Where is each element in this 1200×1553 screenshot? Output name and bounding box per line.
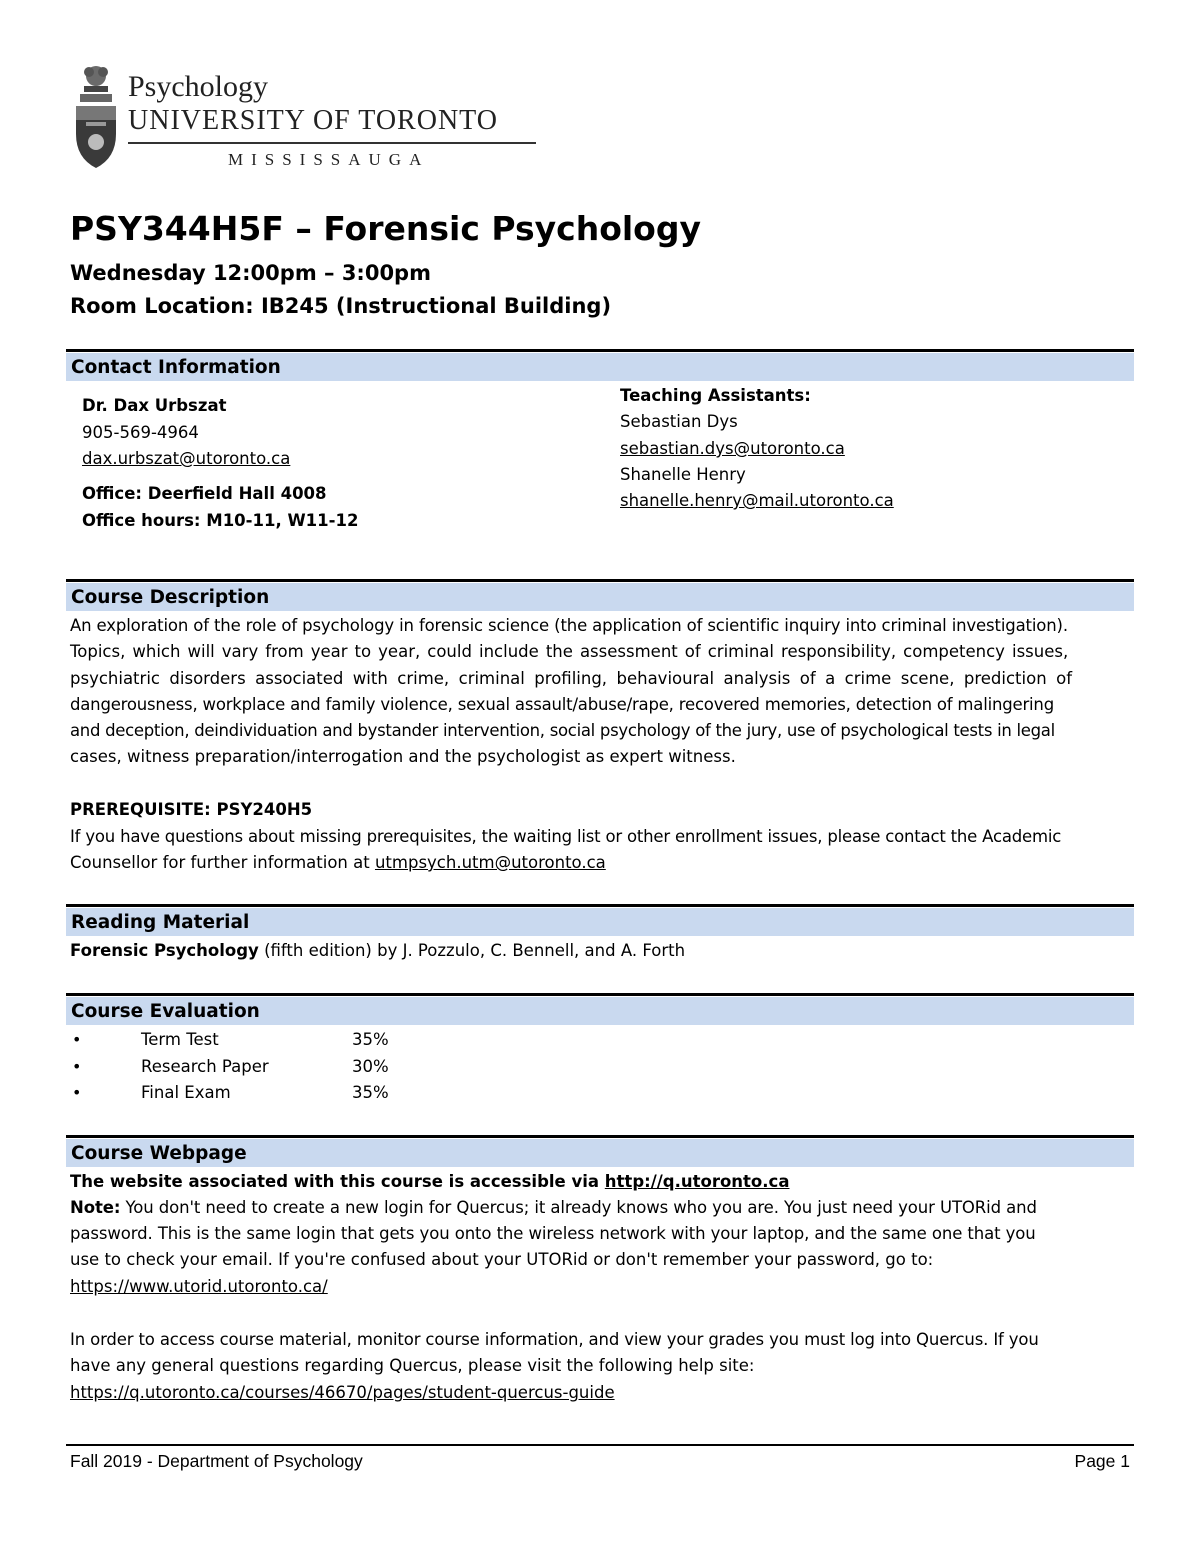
note-line1 bbox=[70, 1195, 1037, 1221]
bullet-icon: • bbox=[72, 1057, 82, 1076]
instructor-name: Dr. Dax Urbszat bbox=[82, 396, 227, 415]
webpage-section-title: Course Webpage bbox=[71, 1143, 247, 1164]
evaluation-item-weight: 35% bbox=[352, 1030, 389, 1049]
bullet-icon: • bbox=[72, 1083, 82, 1102]
webpage-intro bbox=[70, 1169, 789, 1195]
access-line2: have any general questions regarding Quercus, please visit the following help site: bbox=[70, 1356, 755, 1375]
prereq-note-line1: If you have questions about missing prerequisites, the waiting list or other enrollment issues, please contact the Academic bbox=[70, 827, 1062, 846]
utorid-link[interactable]: https://www.utorid.utoronto.ca/ bbox=[70, 1277, 328, 1296]
ta-heading: Teaching Assistants: bbox=[620, 386, 811, 405]
logo-campus: MISSISSAUGA bbox=[228, 150, 430, 169]
footer-rule bbox=[66, 1444, 1134, 1446]
section-rule bbox=[66, 579, 1134, 582]
quercus-guide-link[interactable]: https://q.utoronto.ca/courses/46670/pages/student-quercus-guide bbox=[70, 1383, 615, 1402]
note-label: Note: bbox=[70, 1198, 121, 1217]
section-rule bbox=[66, 904, 1134, 907]
prereq-note-text: Counsellor for further information at bbox=[70, 853, 375, 872]
evaluation-item-weight: 30% bbox=[352, 1057, 389, 1076]
course-code: PSY344H5F bbox=[70, 209, 284, 248]
crest-icon bbox=[70, 62, 122, 172]
footer-left: Fall 2019 - Department of Psychology bbox=[70, 1451, 363, 1471]
contact-section-title: Contact Information bbox=[71, 357, 281, 378]
description-line: An exploration of the role of psychology in forensic science (the application of scientific inquiry into criminal investigation). bbox=[70, 616, 1068, 635]
evaluation-item-name: Research Paper bbox=[141, 1057, 269, 1076]
course-description bbox=[70, 613, 1132, 771]
quercus-link[interactable]: http://q.utoronto.ca bbox=[604, 1172, 790, 1191]
page-number: Page 1 bbox=[1074, 1451, 1130, 1471]
evaluation-section-title: Course Evaluation bbox=[71, 1001, 260, 1022]
university-logo bbox=[70, 62, 550, 174]
evaluation-item-name: Term Test bbox=[141, 1030, 219, 1049]
logo-department: Psychology bbox=[128, 70, 269, 103]
book-title: Forensic Psychology bbox=[70, 941, 259, 960]
section-rule bbox=[66, 1135, 1134, 1138]
note-text: You don't need to create a new login for Quercus; it already knows who you are. You just need your UTORid and bbox=[120, 1198, 1037, 1217]
evaluation-item-name: Final Exam bbox=[141, 1083, 231, 1102]
advisor-email-link[interactable]: utmpsych.utm@utoronto.ca bbox=[374, 853, 606, 872]
description-line: and deception, deindividuation and bystander intervention, social psychology of the jury, use of psychological tests in legal bbox=[70, 721, 1055, 741]
bullet-icon: • bbox=[72, 1030, 82, 1049]
prereq-note-line2 bbox=[70, 850, 606, 876]
logo-divider bbox=[128, 142, 536, 144]
room-location: Room Location: IB245 (Instructional Building) bbox=[70, 294, 612, 318]
logo-university: UNIVERSITY OF TORONTO bbox=[128, 105, 498, 136]
section-rule bbox=[66, 349, 1134, 352]
webpage-intro-text: The website associated with this course is accessible via bbox=[70, 1172, 605, 1191]
prerequisite: PREREQUISITE: PSY240H5 bbox=[70, 800, 313, 819]
description-line: Topics, which will vary from year to year, could include the assessment of criminal responsibility, competency issues, bbox=[70, 642, 1069, 662]
access-line1: In order to access course material, monitor course information, and view your grades you must log into Quercus. If you bbox=[70, 1330, 1039, 1349]
ta1-email-link[interactable]: sebastian.dys@utoronto.ca bbox=[620, 439, 845, 458]
class-schedule: Wednesday 12:00pm – 3:00pm bbox=[70, 261, 431, 285]
description-line: dangerousness, workplace and family violence, sexual assault/abuse/rape, recovered memories, detection of malingering bbox=[70, 694, 1054, 714]
page-title bbox=[70, 207, 701, 251]
section-rule bbox=[66, 993, 1134, 996]
note-line3: use to check your email. If you're confused about your UTORid or don't remember your password, go to: bbox=[70, 1250, 934, 1269]
course-title: – Forensic Psychology bbox=[295, 209, 701, 248]
ta1-name: Sebastian Dys bbox=[620, 412, 738, 431]
instructor-email-link[interactable]: dax.urbszat@utoronto.ca bbox=[82, 449, 291, 468]
instructor-office: Office: Deerfield Hall 4008 bbox=[82, 484, 327, 503]
reading-textbook bbox=[70, 938, 685, 964]
instructor-office-hours: Office hours: M10-11, W11-12 bbox=[82, 511, 359, 530]
description-line: psychiatric disorders associated with crime, criminal profiling, behavioural analysis of a crime scene, prediction of bbox=[70, 668, 1073, 688]
description-line: cases, witness preparation/interrogation and the psychologist as expert witness. bbox=[70, 747, 736, 767]
book-details: (fifth edition) by J. Pozzulo, C. Bennell, and A. Forth bbox=[258, 941, 686, 960]
evaluation-item-weight: 35% bbox=[352, 1083, 389, 1102]
ta2-name: Shanelle Henry bbox=[620, 465, 746, 484]
reading-section-title: Reading Material bbox=[71, 912, 250, 933]
note-line2: password. This is the same login that gets you onto the wireless network with your laptop, and the same one that you bbox=[70, 1224, 1036, 1243]
instructor-phone: 905-569-4964 bbox=[82, 423, 199, 442]
description-section-title: Course Description bbox=[71, 587, 270, 608]
ta2-email-link[interactable]: shanelle.henry@mail.utoronto.ca bbox=[620, 491, 894, 510]
